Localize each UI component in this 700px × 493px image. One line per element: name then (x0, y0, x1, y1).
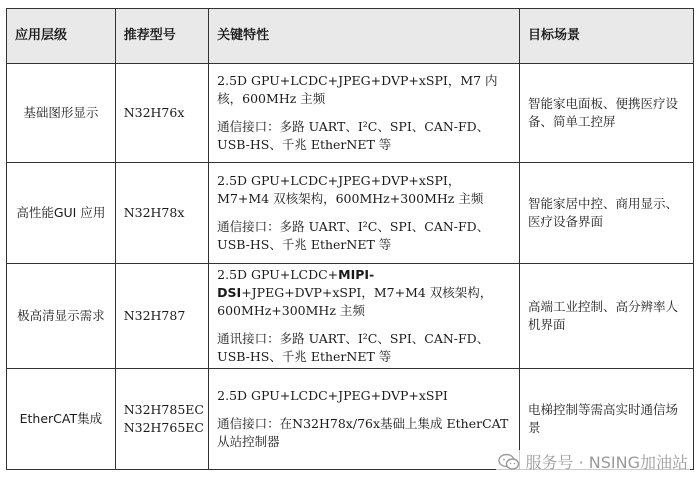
features-core: 2.5D GPU+LCDC+JPEG+DVP+xSPI (217, 388, 448, 403)
row-layer: 基础图形显示 (7, 64, 116, 163)
model-name: N32H765EC (123, 420, 204, 435)
mipi-dsi-highlight: MIPI-DSI (217, 267, 375, 300)
row-layer: 高性能GUI 应用 (7, 163, 116, 264)
row-layer: 极高清显示需求 (7, 264, 116, 369)
header-model: 推荐型号 (115, 9, 208, 64)
header-layer: 应用层级 (7, 9, 116, 64)
row-features (209, 163, 520, 264)
features-comm: 通信接口：多路 UART、I²C、SPI、CAN-FD、USB-HS、千兆 EtherNET 等 (217, 219, 490, 252)
row-scenario: 智能家电面板、便携医疗设备、简单工控屏 (520, 64, 694, 163)
watermark-text: 服务号 · NSING加油站 (525, 453, 688, 472)
model-name: N32H78x (123, 205, 185, 220)
header-scenario: 目标场景 (520, 9, 694, 64)
header-features: 关键特性 (209, 9, 520, 64)
model-name: N32H785EC (123, 402, 204, 417)
row-model (115, 64, 208, 163)
row-model (115, 264, 208, 369)
table-row (7, 163, 694, 264)
row-model (115, 163, 208, 264)
watermark (496, 450, 690, 473)
features-comm: 通讯接口：多路 UART、I²C、SPI、CAN-FD、USB-HS、千兆 EtherNET 等 (217, 331, 490, 364)
features-comm: 通信接口：在N32H78x/76x基础上集成 EtherCAT 从站控制器 (217, 416, 509, 449)
table-row (7, 64, 694, 163)
row-layer: EtherCAT集成 (7, 369, 116, 470)
row-scenario: 电梯控制等需高实时通信场景 (520, 369, 694, 470)
row-scenario: 高端工业控制、高分辨率人机界面 (520, 264, 694, 369)
row-features (209, 264, 520, 369)
row-features (209, 64, 520, 163)
spec-table (6, 8, 694, 470)
model-name: N32H76x (123, 105, 185, 120)
features-core: 2.5D GPU+LCDC+MIPI-DSI+JPEG+DVP+xSPI，M7+M4 双核架构，600MHz+300MHz 主频 (217, 267, 493, 318)
row-model (115, 369, 208, 470)
row-scenario: 智能家居中控、商用显示、医疗设备界面 (520, 163, 694, 264)
table-header-row (7, 9, 694, 64)
wechat-icon (498, 453, 520, 471)
table-row (7, 264, 694, 369)
features-comm: 通信接口：多路 UART、I²C、SPI、CAN-FD、USB-HS、千兆 EtherNET 等 (217, 119, 490, 152)
row-features (209, 369, 520, 470)
features-core: 2.5D GPU+LCDC+JPEG+DVP+xSPI，M7+M4 双核架构，600MHz+300MHz 主频 (217, 173, 484, 206)
features-core: 2.5D GPU+LCDC+JPEG+DVP+xSPI，M7 内核，600MHz 主频 (217, 73, 498, 106)
model-name: N32H787 (123, 308, 186, 323)
